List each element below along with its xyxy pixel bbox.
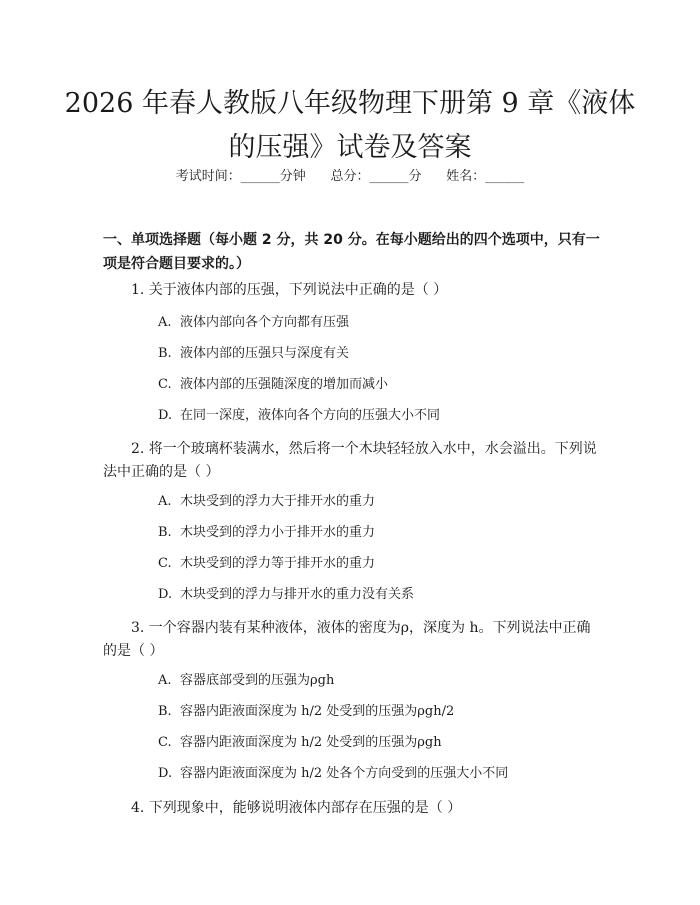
- option-text: 木块受到的浮力小于排开水的重力: [180, 525, 376, 540]
- question-4-stem: 4. 下列现象中，能够说明液体内部存在压强的是（ ）: [131, 800, 462, 816]
- option-text: 在同一深度，液体向各个方向的压强大小不同: [180, 408, 441, 423]
- option-text: 液体内部向各个方向都有压强: [180, 315, 350, 330]
- question-2-stem: 2. 将一个玻璃杯装满水，然后将一个木块轻轻放入水中，水会溢出。下列说法中正确的是（ ）: [103, 441, 597, 480]
- question-2-option-b: [158, 523, 598, 543]
- option-letter: A.: [158, 315, 172, 330]
- question-3-option-c: [158, 733, 598, 753]
- section-heading: 一、单项选择题（每小题 2 分，共 20 分。在每小题给出的四个选项中，只有一项是符合题目要求的。）: [103, 232, 600, 272]
- question-1-option-b: [158, 344, 598, 364]
- option-text: 液体内部的压强只与深度有关: [180, 346, 350, 361]
- question-3-option-a: [158, 671, 598, 691]
- option-text: 容器内距液面深度为 h/2 处受到的压强为ρgh/2: [180, 704, 455, 719]
- option-letter: A.: [158, 494, 172, 509]
- question-1-stem: 1. 关于液体内部的压强，下列说法中正确的是（ ）: [131, 282, 448, 298]
- option-letter: C.: [158, 556, 172, 571]
- question-1-option-c: [158, 375, 598, 395]
- question-3-option-b: [158, 702, 598, 722]
- option-letter: C.: [158, 377, 172, 392]
- option-letter: B.: [158, 525, 172, 540]
- question-1-option-a: [158, 313, 598, 333]
- exam-info-line: 考试时间：______分钟 总分：______分 姓名：______: [175, 169, 525, 184]
- option-letter: D.: [158, 408, 173, 423]
- exam-title: 2026 年春人教版八年级物理下册第 9 章《液体的压强》试卷及答案: [64, 88, 636, 163]
- option-letter: B.: [158, 346, 172, 361]
- option-letter: C.: [158, 735, 172, 750]
- option-text: 木块受到的浮力大于排开水的重力: [180, 494, 376, 509]
- option-letter: D.: [158, 587, 173, 602]
- option-letter: B.: [158, 704, 172, 719]
- option-text: 容器内距液面深度为 h/2 处各个方向受到的压强大小不同: [180, 766, 509, 781]
- option-text: 容器内距液面深度为 h/2 处受到的压强为ρgh: [180, 735, 442, 750]
- question-2-option-d: [158, 585, 598, 605]
- question-3-option-d: [158, 764, 598, 784]
- question-2-option-c: [158, 554, 598, 574]
- option-text: 液体内部的压强随深度的增加而减小: [180, 377, 389, 392]
- option-letter: D.: [158, 766, 173, 781]
- option-text: 容器底部受到的压强为ρgh: [180, 673, 335, 688]
- option-letter: A.: [158, 673, 172, 688]
- option-text: 木块受到的浮力等于排开水的重力: [180, 556, 376, 571]
- question-3-stem: 3. 一个容器内装有某种液体，液体的密度为ρ，深度为 h。下列说法中正确的是（ ）: [103, 620, 591, 659]
- question-1-option-d: [158, 406, 598, 426]
- option-text: 木块受到的浮力与排开水的重力没有关系: [180, 587, 415, 602]
- question-2-option-a: [158, 492, 598, 512]
